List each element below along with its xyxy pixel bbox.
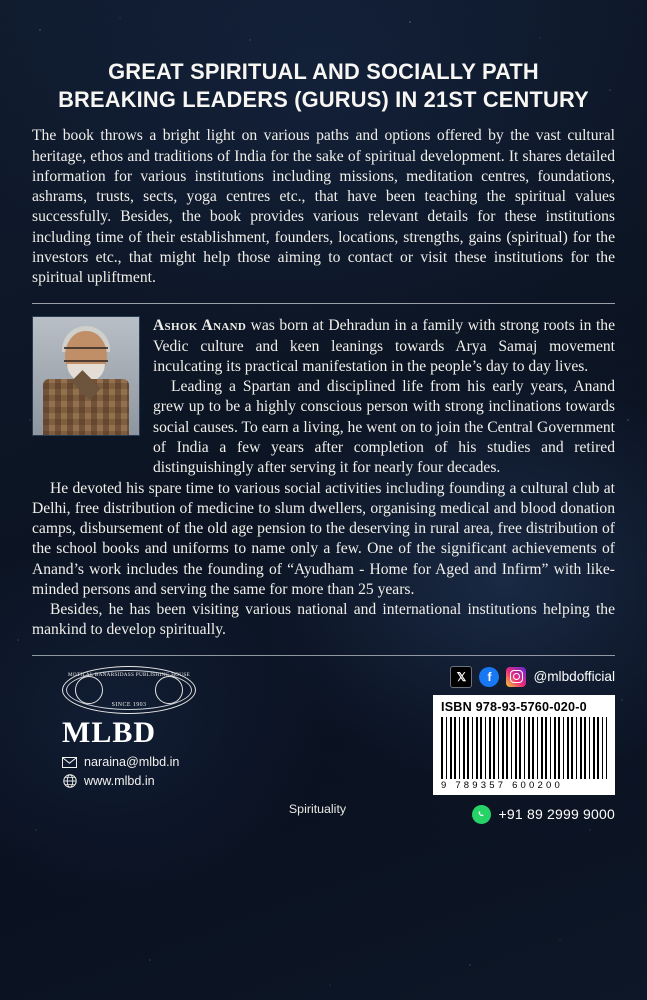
- title-line-1: GREAT SPIRITUAL AND SOCIALLY PATH: [108, 59, 539, 84]
- publisher-email-line[interactable]: [62, 755, 232, 770]
- publisher-logo-icon: [62, 666, 196, 714]
- globe-icon: [62, 774, 77, 789]
- author-bio-paragraph-2: Leading a Spartan and disciplined life from his early years, Anand grew up to be a highly conscious person with strong inclinations towards social causes. To earn a living, he went on to join the Central Government of India a few years after completion of his studies and retired distinguishingly after serving it for nearly four decades.: [153, 378, 615, 477]
- cover-footer: [32, 666, 615, 824]
- author-bio-rest: [32, 479, 615, 641]
- publisher-email: naraina@mlbd.in: [84, 755, 180, 770]
- x-twitter-icon[interactable]: 𝕏: [450, 666, 472, 688]
- author-bio-paragraph-4: Besides, he has been visiting various national and international institutions helping the mankind to develop spiritually.: [32, 601, 615, 639]
- publisher-seal-bottom-text: SINCE 1903: [111, 701, 147, 708]
- title-line-2: BREAKING LEADERS (GURUS) IN 21ST CENTURY: [58, 87, 589, 113]
- cover-content: [22, 0, 625, 656]
- author-bio-column: [153, 316, 615, 478]
- barcode-bars: [441, 717, 607, 779]
- publisher-block: [32, 666, 232, 793]
- social-links: [403, 666, 615, 688]
- divider-top: [32, 303, 615, 304]
- publisher-seal-top-text: MOTILAL BANARSIDASS PUBLISHING HOUSE: [67, 671, 190, 678]
- isbn-label: ISBN 978-93-5760-020-0: [441, 699, 587, 714]
- whatsapp-number: +91 89 2999 9000: [498, 806, 615, 823]
- instagram-icon[interactable]: [506, 667, 526, 687]
- facebook-icon[interactable]: f: [479, 667, 499, 687]
- isbn-social-block: [403, 666, 615, 824]
- publisher-name: MLBD: [62, 715, 156, 749]
- author-section: [32, 316, 615, 478]
- publisher-website-line[interactable]: [62, 774, 232, 789]
- book-blurb: The book throws a bright light on various paths and options offered by the vast cultural heritage, ethos and traditions of India for the sake of spiritual development. It shares detailed information for various institutions including missions, meditation centres, foundations, ashrams, trusts, sects, yoga centres etc., that have been teaching the spiritual values successfully. Besides, the book provides various relevant details for these institutions including time of their establishment, founders, locations, strengths, gains (spiritual) for the investors etc., that might help those aiming to contact or visit these institutions for the spiritual upliftment.: [32, 127, 615, 287]
- author-bio-paragraph-3: He devoted his spare time to various social activities including founding a cultural club at Delhi, free distribution of medicine to slum dwellers, organising medical and blood donation camps, disbursement of the old age pension to the deserving in rural area, free distribution of the school books and uniforms to name only a few. One of the significant achievements of Anand’s work includes the founding of “Ayudham - Home for Aged and Infirm” with like-minded persons and serving the same for more than 25 years.: [32, 479, 615, 598]
- page-title: [45, 58, 603, 114]
- author-name: Ashok Anand: [153, 317, 247, 335]
- isbn-barcode: [433, 695, 615, 795]
- whatsapp-icon: [472, 805, 491, 824]
- avatar: [32, 316, 140, 436]
- author-bio-paragraph-1: [153, 316, 615, 377]
- category-label: Spirituality: [288, 801, 347, 816]
- whatsapp-line[interactable]: [403, 805, 615, 824]
- envelope-icon: [62, 755, 77, 770]
- divider-bottom: [32, 655, 615, 656]
- social-handle[interactable]: @mlbdofficial: [533, 669, 615, 685]
- barcode-digits: 9 789357 600200: [441, 779, 563, 791]
- publisher-website: www.mlbd.in: [84, 774, 155, 789]
- author-bio-paragraph-1-rest: was born at Dehradun in a family with strong roots in the Vedic culture and keen leanings towards Arya Samaj movement inculcating its practical manifestation in the people’s day to day lives.: [153, 317, 616, 375]
